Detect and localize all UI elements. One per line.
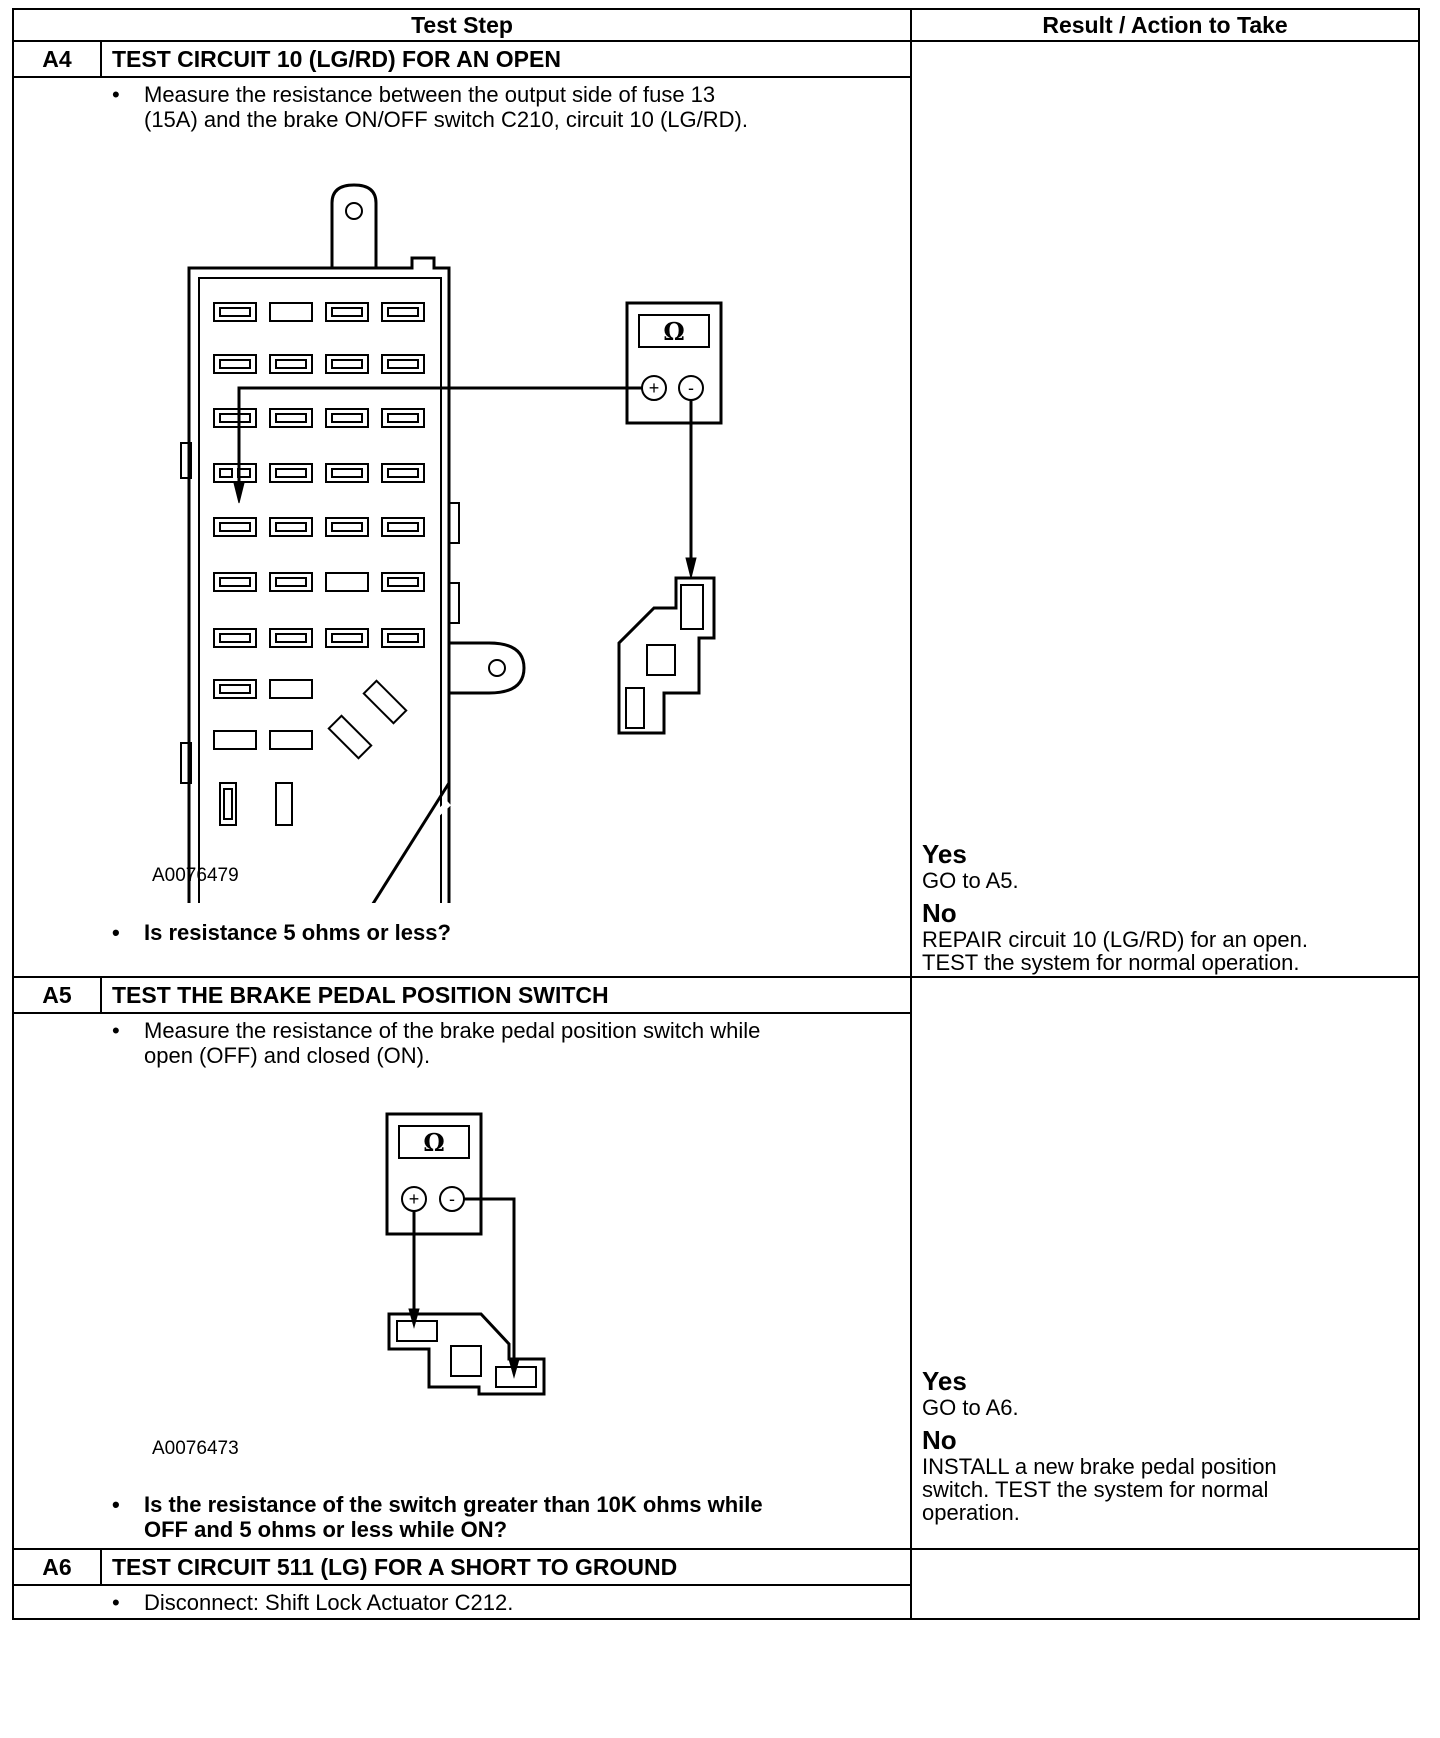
step-id-a6: A6 bbox=[13, 1549, 101, 1585]
brake-switch-connector bbox=[619, 578, 714, 733]
step-title-a5: TEST THE BRAKE PEDAL POSITION SWITCH bbox=[101, 977, 911, 1013]
step-id-a4: A4 bbox=[13, 41, 101, 77]
step-a5-title-row bbox=[13, 977, 1419, 1013]
figure-id-a4: A0076479 bbox=[152, 865, 239, 886]
result-cell-a4 bbox=[911, 41, 1419, 977]
result-no-line: operation. bbox=[922, 1500, 1020, 1525]
step-a4-title-row bbox=[13, 41, 1419, 77]
instruction-line: Measure the resistance between the output side of fuse 13 bbox=[144, 82, 716, 107]
ohmmeter bbox=[387, 1114, 481, 1234]
instruction-line: (15A) and the brake ON/OFF switch C210, circuit 10 (LG/RD). bbox=[144, 107, 748, 132]
brake-switch-meter-diagram bbox=[369, 1109, 569, 1429]
table-header-row bbox=[13, 9, 1419, 41]
bullet-dot: • bbox=[112, 920, 120, 945]
result-no-label: No bbox=[922, 1425, 957, 1455]
result-yes-label: Yes bbox=[922, 1366, 967, 1396]
result-no-label: No bbox=[922, 898, 957, 928]
step-title-a6: TEST CIRCUIT 511 (LG) FOR A SHORT TO GROUND bbox=[101, 1549, 911, 1585]
result-yes-text: GO to A6. bbox=[922, 1395, 1019, 1420]
step-a6-title-row bbox=[13, 1549, 1419, 1585]
instruction-line: Measure the resistance of the brake pedal position switch while bbox=[144, 1018, 761, 1043]
diagnostic-test-table bbox=[12, 8, 1418, 1728]
minus-terminal-icon: - bbox=[449, 1189, 455, 1209]
result-no-line: INSTALL a new brake pedal position bbox=[922, 1454, 1277, 1479]
instruction-bullet bbox=[14, 82, 910, 132]
brake-switch-connector bbox=[389, 1314, 544, 1394]
question-text: Is resistance 5 ohms or less? bbox=[144, 920, 451, 945]
header-test-step: Test Step bbox=[13, 9, 911, 41]
instruction-bullet bbox=[14, 1018, 910, 1068]
instruction-bullet bbox=[14, 1590, 910, 1615]
step-id-a5: A5 bbox=[13, 977, 101, 1013]
bullet-dot: • bbox=[112, 82, 120, 107]
question-bullet bbox=[14, 920, 471, 945]
instruction-text: Disconnect: Shift Lock Actuator C212. bbox=[144, 1590, 514, 1615]
result-cell-a5 bbox=[911, 977, 1419, 1549]
bullet-dot: • bbox=[112, 1590, 120, 1615]
result-no-line: REPAIR circuit 10 (LG/RD) for an open. bbox=[922, 927, 1308, 952]
ohm-symbol-icon: Ω bbox=[423, 1128, 445, 1157]
minus-terminal-icon: - bbox=[688, 378, 694, 398]
step-a4-body bbox=[13, 77, 911, 977]
result-no-line: TEST the system for normal operation. bbox=[922, 950, 1300, 975]
ohmmeter bbox=[627, 303, 721, 423]
plus-terminal-icon: + bbox=[408, 1189, 420, 1209]
result-no-line: switch. TEST the system for normal bbox=[922, 1477, 1269, 1502]
question-bullet bbox=[14, 1492, 783, 1542]
figure-id-a5: A0076473 bbox=[152, 1438, 239, 1459]
bullet-dot: • bbox=[112, 1492, 120, 1517]
step-title-a4: TEST CIRCUIT 10 (LG/RD) FOR AN OPEN bbox=[101, 41, 911, 77]
question-line: Is the resistance of the switch greater than 10K ohms while bbox=[144, 1492, 763, 1517]
header-result-action: Result / Action to Take bbox=[911, 9, 1419, 41]
ohm-symbol-icon: Ω bbox=[663, 317, 685, 346]
instruction-line: open (OFF) and closed (ON). bbox=[144, 1043, 431, 1068]
result-yes-text: GO to A5. bbox=[922, 868, 1019, 893]
fuse-box-meter-diagram bbox=[164, 183, 784, 903]
result-cell-a6 bbox=[911, 1549, 1419, 1619]
negative-lead bbox=[464, 1199, 514, 1374]
result-yes-label: Yes bbox=[922, 839, 967, 869]
step-a6-body bbox=[13, 1585, 911, 1619]
bullet-dot: • bbox=[112, 1018, 120, 1043]
plus-terminal-icon: + bbox=[648, 378, 660, 398]
fuse-grid bbox=[214, 303, 424, 825]
question-line: OFF and 5 ohms or less while ON? bbox=[144, 1517, 508, 1542]
step-a5-body bbox=[13, 1013, 911, 1549]
